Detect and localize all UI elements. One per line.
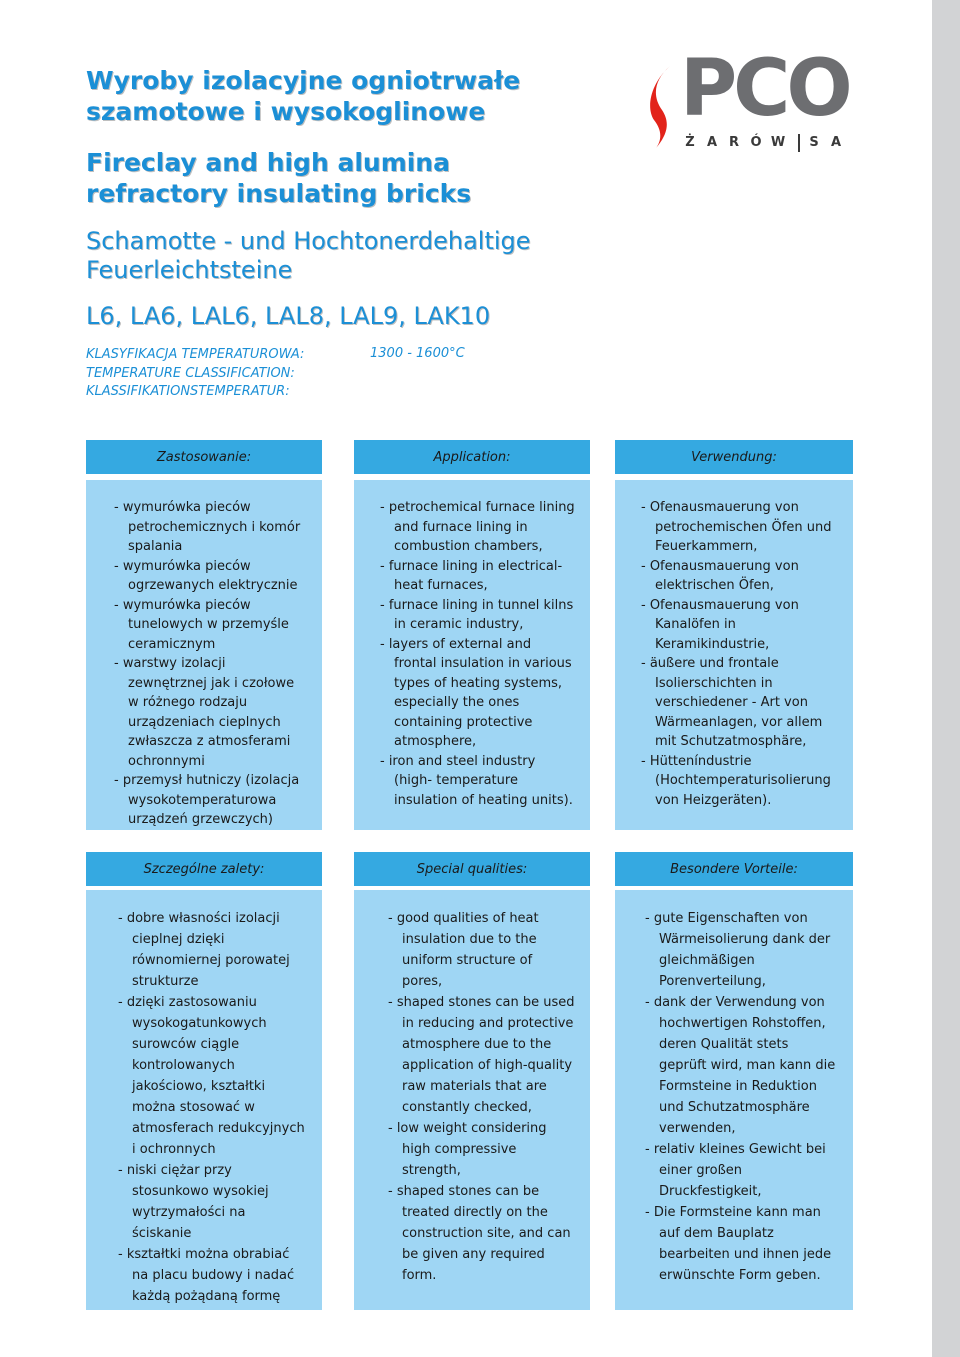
header-application-pl: Zastosowanie: [86, 440, 322, 474]
list-item: - Hütteníndustrie (Hochtemperaturisolierung von Heizgeräten). [641, 753, 831, 808]
logo-letter: Ż [685, 135, 695, 150]
list-item: - dobre własności izolacji cieplnej dzięki równomiernej porowatej strukturze [118, 911, 290, 989]
side-strip [932, 0, 960, 1357]
list-item: - äußere und frontale Isolierschichten in verschiedener - Art von Wärmeanlagen, vor allem mit Schutzatmosphäre, [641, 656, 823, 749]
logo-letter: A [830, 135, 842, 150]
list-item: - furnace lining in electrical- heat furnaces, [380, 558, 563, 593]
header-qualities-pl: Szczególne zalety: [86, 852, 322, 886]
classification-label-pl: KLASYFIKACJA TEMPERATUROWA: [86, 347, 305, 362]
logo-letter: A [706, 135, 718, 150]
list-item: - relativ kleines Gewicht bei einer großen Druckfestigkeit, [645, 1142, 826, 1199]
panel-qualities-en [354, 890, 590, 1310]
panel-qualities-de [615, 890, 853, 1310]
list-item: - Ofenausmauerung von petrochemischen Öfen und Feuerkammern, [641, 500, 832, 554]
title-german-line-2: Feuerleichtsteine [86, 256, 293, 285]
title-english-line-1: Fireclay and high alumina [86, 148, 450, 177]
logo-divider [798, 134, 800, 152]
title-polish [86, 66, 520, 127]
list-item: - iron and steel industry (high- temperature insulation of heating units). [380, 753, 573, 808]
company-logo [648, 44, 868, 157]
list-item: - shaped stones can be treated directly on the construction site, and can be given any required form. [388, 1184, 571, 1283]
classification-value: 1300 - 1600°C [370, 346, 465, 361]
header-qualities-de: Besondere Vorteile: [615, 852, 853, 886]
list-item: - low weight considering high compressive strength, [388, 1121, 547, 1178]
list-item: - Ofenausmauerung von elektrischen Öfen, [641, 558, 799, 593]
classification-labels [86, 346, 304, 402]
logo-subtitle [682, 134, 850, 152]
title-polish-line-1: Wyroby izolacyjne ogniotrwałe [86, 66, 521, 95]
list-item: - wymurówka pieców tunelowych w przemyśle ceramicznym [114, 597, 289, 652]
product-codes [86, 302, 490, 331]
list-item: - wymurówka pieców ogrzewanych elektrycznie [114, 558, 298, 593]
header-application-de: Verwendung: [615, 440, 853, 474]
classification-label-de: KLASSIFIKATIONSTEMPERATUR: [86, 384, 290, 399]
panel-application-pl [86, 480, 322, 830]
panel-application-en [354, 480, 590, 830]
product-codes-text: L6, LA6, LAL6, LAL8, LAL9, LAK10 [86, 302, 491, 330]
logo-wordmark: PCO [680, 44, 849, 134]
logo-letter: Ó [750, 135, 762, 150]
title-polish-line-2: szamotowe i wysokoglinowe [86, 96, 486, 126]
title-english [86, 148, 471, 209]
list-item: - gute Eigenschaften von Wärmeisolierung dank der gleichmäßigen Porenverteilung, [645, 911, 831, 989]
list-item: - Die Formsteine kann man auf dem Bauplatz bearbeiten und ihnen jede erwünschte Form geben. [645, 1205, 832, 1283]
list-item: - shaped stones can be used in reducing and protective atmosphere due to the application of high-quality raw materials that are constantly checked, [388, 995, 575, 1115]
logo-letter: R [728, 135, 739, 150]
list-item: - kształtki można obrabiać na placu budowy i nadać każdą pożądaną formę [118, 1247, 295, 1304]
list-item: - niski ciężar przy stosunkowo wysokiej wytrzymałości na ściskanie [118, 1163, 269, 1241]
flame-icon [648, 62, 682, 157]
list-item: - Ofenausmauerung von Kanalöfen in Keramikindustrie, [641, 597, 799, 652]
panel-qualities-pl [86, 890, 322, 1310]
title-german-line-1: Schamotte - und Hochtonerdehaltige [86, 227, 531, 255]
list-item: - warstwy izolacji zewnętrznej jak i czołowe w różnego rodzaju urządzeniach cieplnych zwłaszcza z atmosferami ochronnymi [114, 656, 295, 769]
logo-letter: S [809, 135, 819, 150]
list-item: - dank der Verwendung von hochwertigen Rohstoffen, deren Qualität stets geprüft wird, man kann die Formsteine in Reduktion und Schutzatmosphäre verwenden, [645, 995, 836, 1136]
list-item: - dzięki zastosowaniu wysokogatunkowych surowców ciągle kontrolowanych jakościowo, kształtki można stosować w atmosferach redukcyjnych i ochronnych [118, 995, 305, 1157]
list-item: - good qualities of heat insulation due to the uniform structure of pores, [388, 911, 539, 989]
list-item: - furnace lining in tunnel kilns in ceramic industry, [380, 597, 574, 632]
title-english-line-2: refractory insulating bricks [86, 178, 472, 208]
list-item: - layers of external and frontal insulation in various types of heating systems, especially the ones containing protective atmosphere, [380, 636, 572, 749]
panel-application-de [615, 480, 853, 830]
list-item: - petrochemical furnace lining and furnace lining in combustion chambers, [380, 500, 575, 554]
list-item: - wymurówka pieców petrochemicznych i komór spalania [114, 500, 301, 554]
logo-letter: W [770, 135, 786, 150]
header-application-en: Application: [354, 440, 590, 474]
classification-label-en: TEMPERATURE CLASSIFICATION: [86, 365, 295, 381]
title-german [86, 227, 531, 286]
list-item: - przemysł hutniczy (izolacja wysokotemperaturowa urządzeń grzewczych) [114, 773, 300, 827]
header-qualities-en: Special qualities: [354, 852, 590, 886]
